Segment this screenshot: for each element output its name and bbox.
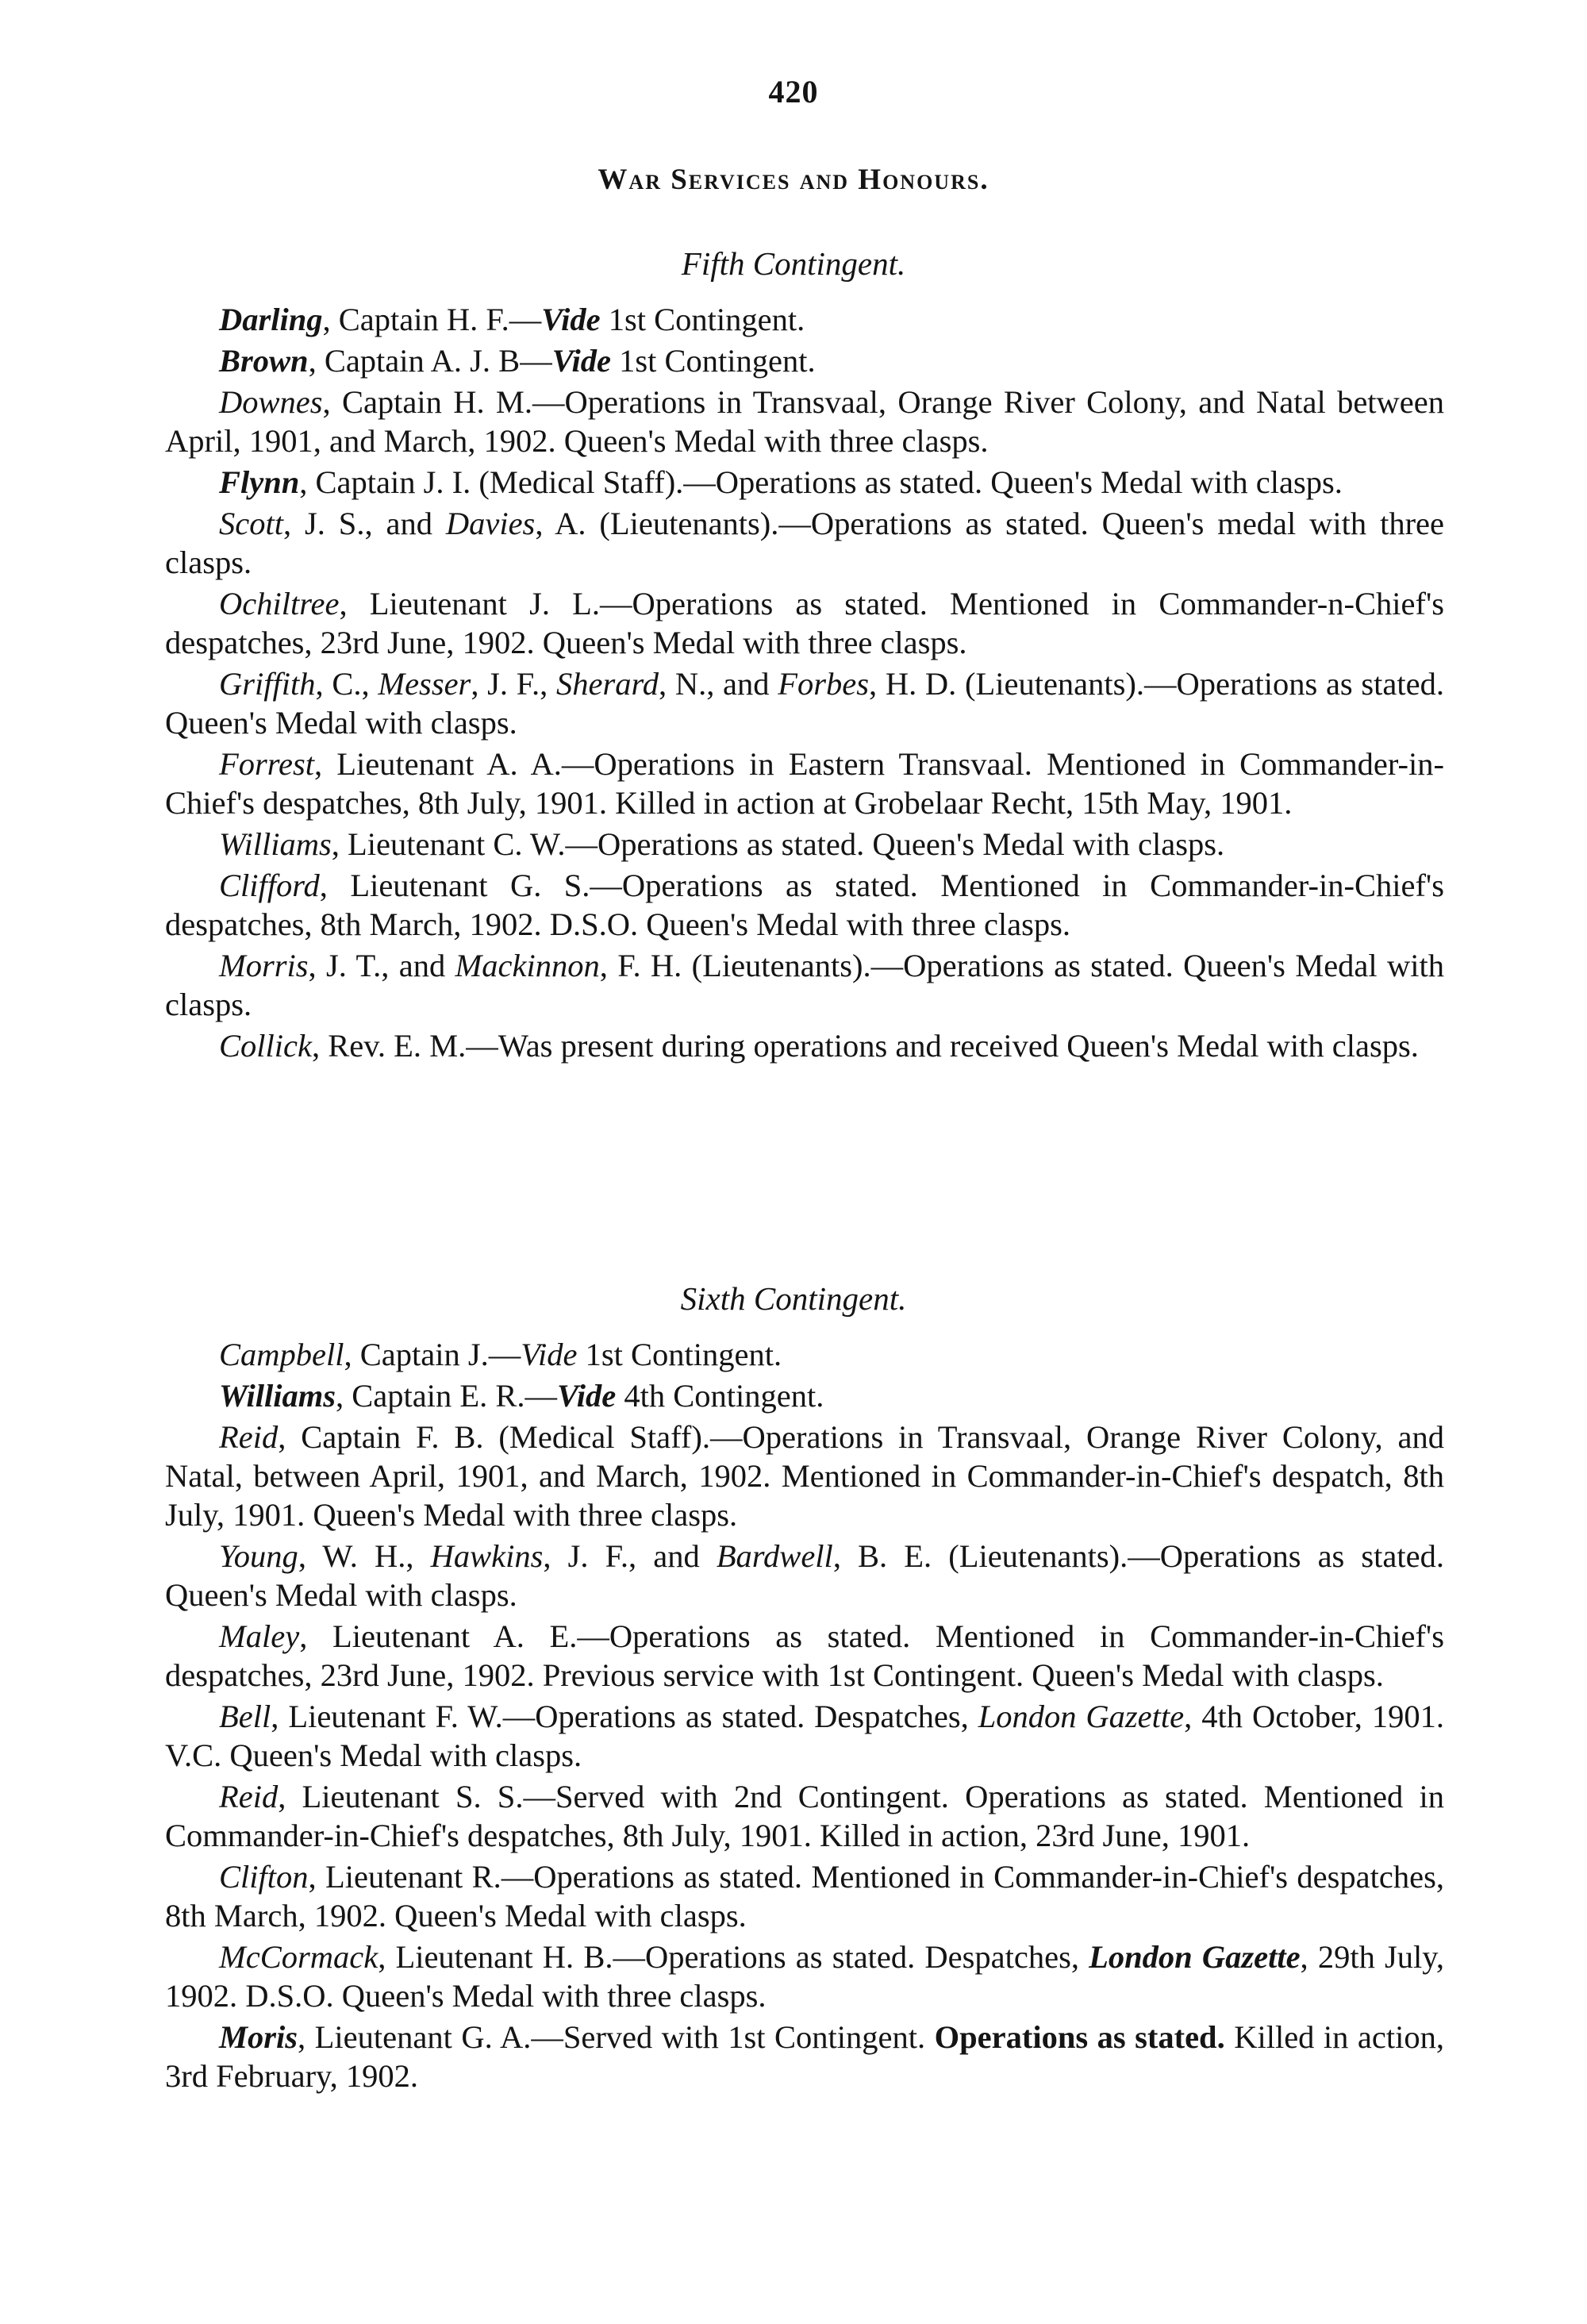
service-entry [165,1418,1444,1534]
entry-italic-text: Darling [219,302,323,337]
service-entry [165,463,1444,502]
entry-italic-text: Clifton [219,1859,309,1895]
entry-italic-text: Hawkins [430,1538,544,1574]
entry-text: , Lieutenant A. A.—Operations in Eastern Transvaal. Mentioned in Commander-in-Chief's despatches, 8th July, 1901. Killed in action at Grobelaar Recht, 15th May, 1901. [165,746,1444,821]
entry-text: , Lieutenant G. A.—Served with 1st Contingent. [298,2019,935,2055]
entry-text: , 29th July, 1902. D.S.O. Queen's Medal with three clasps. [165,1939,1444,2014]
service-entry [165,1697,1444,1775]
service-entry [165,946,1444,1024]
section-heading-sixth-contingent: Sixth Contingent. [680,1280,907,1317]
entry-text: 1st Contingent. [577,1337,782,1372]
entry-text: , Lieutenant A. E.—Operations as stated. Mentioned in Commander-in-Chief's despatches, 23rd June, 1902. Previous service with 1st Contingent. Queen's Medal with clasps. [165,1618,1444,1693]
entry-italic-text: Downes [219,384,323,420]
entry-italic-text: Messer [378,666,471,702]
service-entry [165,383,1444,460]
entry-italic-text: Vide [541,302,601,337]
entry-italic-text: Scott [219,506,283,541]
entry-text: , Captain A. J. B— [308,343,552,379]
entry-text: , Captain H. M.—Operations in Transvaal, Orange River Colony, and Natal between April, 1901, and March, 1902. Queen's Medal with three clasps. [165,384,1444,459]
entry-italic-text: Bardwell [716,1538,833,1574]
entry-italic-text: London Gazette [978,1699,1185,1734]
service-entry [165,1777,1444,1855]
entry-italic-text: Vide [557,1378,617,1414]
entry-text: 1st Contingent. [600,302,805,337]
service-entry [165,1335,1444,1374]
entry-text: , Captain F. B. (Medical Staff).—Operations in Transvaal, Orange River Colony, and Natal, between April, 1901, and March, 1902. Mentioned in Commander-in-Chief's despatch, 8th July, 1901. Queen's Medal with three clasps. [165,1419,1444,1533]
entry-italic-text: Ochiltree [219,586,340,621]
entry-text: , Lieutenant C. W.—Operations as stated. Queen's Medal with clasps. [331,826,1225,862]
entry-italic-text: Moris [219,2019,298,2055]
service-entry [165,300,1444,339]
service-entry [165,745,1444,822]
entry-text: , 4th October, 1901. V.C. Queen's Medal with clasps. [165,1699,1444,1773]
entry-text: , Captain J.— [344,1337,521,1372]
entry-text: , F. H. (Lieutenants).—Operations as stated. Queen's Medal with clasps. [165,948,1444,1022]
entry-text: Killed in action, 3rd February, 1902. [165,2019,1444,2094]
service-entry [165,2018,1444,2095]
entry-text: 4th Contingent. [616,1378,824,1414]
entry-text: , Rev. E. M.—Was present during operations and received Queen's Medal with clasps. [311,1028,1419,1064]
entry-text: , J. S., and [282,506,446,541]
entry-italic-text: Brown [219,343,309,379]
service-entry [165,584,1444,662]
service-entry [165,825,1444,864]
service-entry [165,504,1444,582]
service-entry [165,1376,1444,1415]
entry-text: Operations as stated. [934,2019,1225,2055]
entry-italic-text: Flynn [219,464,300,500]
entry-italic-text: Williams [219,826,332,862]
entry-italic-text: Collick [219,1028,312,1064]
entry-text: , B. E. (Lieutenants).—Operations as stated. Queen's Medal with clasps. [165,1538,1444,1613]
entry-italic-text: Maley [219,1618,300,1654]
entry-italic-text: Vide [551,343,611,379]
fifth-contingent-entries [165,300,1444,1068]
running-head: War Services and Honours. [598,164,989,196]
service-entry [165,1537,1444,1614]
sixth-contingent-entries [165,1335,1444,2098]
entry-italic-text: Davies [445,506,536,541]
service-entry [165,1857,1444,1935]
entry-text: , J. F., and [543,1538,717,1574]
entry-italic-text: Young [219,1538,298,1574]
service-entry [165,1617,1444,1695]
entry-text: 1st Contingent. [610,343,816,379]
section-heading-fifth-contingent: Fifth Contingent. [681,245,906,282]
service-entry [165,664,1444,742]
entry-italic-text: Sherard [556,666,659,702]
entry-text: , Captain H. F.— [322,302,542,337]
service-entry [165,341,1444,380]
entry-text: , Lieutenant S. S.—Served with 2nd Contingent. Operations as stated. Mentioned in Commander-in-Chief's despatches, 8th July, 1901. Killed in action, 23rd June, 1901. [165,1779,1444,1853]
entry-italic-text: Forrest [219,746,314,782]
entry-text: , Captain E. R.— [336,1378,558,1414]
entry-italic-text: Bell [219,1699,271,1734]
entry-text: , Lieutenant H. B.—Operations as stated. Despatches, [378,1939,1089,1975]
entry-italic-text: Reid [219,1779,279,1814]
entry-text: , C., [315,666,378,702]
entry-italic-text: Mackinnon [455,948,600,983]
entry-italic-text: Vide [521,1337,578,1372]
entry-text: , A. (Lieutenants).—Operations as stated. Queen's medal with three clasps. [165,506,1445,580]
entry-text: , W. H., [298,1538,431,1574]
entry-text: , Lieutenant G. S.—Operations as stated. Mentioned in Commander-in-Chief's despatches, 8th March, 1902. D.S.O. Queen's Medal with three clasps. [165,868,1444,942]
entry-italic-text: London Gazette [1089,1939,1301,1975]
page-number: 420 [768,74,819,110]
entry-italic-text: Clifford [219,868,320,903]
entry-italic-text: Williams [219,1378,336,1414]
service-entry [165,866,1444,944]
entry-text: , J. T., and [308,948,455,983]
entry-text: , H. D. (Lieutenants).—Operations as stated. Queen's Medal with clasps. [165,666,1444,741]
entry-italic-text: Reid [219,1419,279,1455]
entry-text: , Lieutenant R.—Operations as stated. Mentioned in Commander-in-Chief's despatches, 8th March, 1902. Queen's Medal with clasps. [165,1859,1444,1933]
entry-text: , N., and [659,666,778,702]
entry-text: , Lieutenant J. L.—Operations as stated. Mentioned in Commander-n-Chief's despatches, 23rd June, 1902. Queen's Medal with three clasps. [165,586,1444,660]
service-entry [165,1026,1444,1065]
entry-italic-text: McCormack [219,1939,378,1975]
entry-text: , J. F., [471,666,557,702]
entry-italic-text: Forbes [778,666,869,702]
entry-italic-text: Morris [219,948,309,983]
entry-italic-text: Griffith [219,666,316,702]
entry-text: , Lieutenant F. W.—Operations as stated. Despatches, [271,1699,978,1734]
service-entry [165,1937,1444,2015]
entry-text: , Captain J. I. (Medical Staff).—Operations as stated. Queen's Medal with clasps. [299,464,1343,500]
entry-italic-text: Campbell [219,1337,344,1372]
